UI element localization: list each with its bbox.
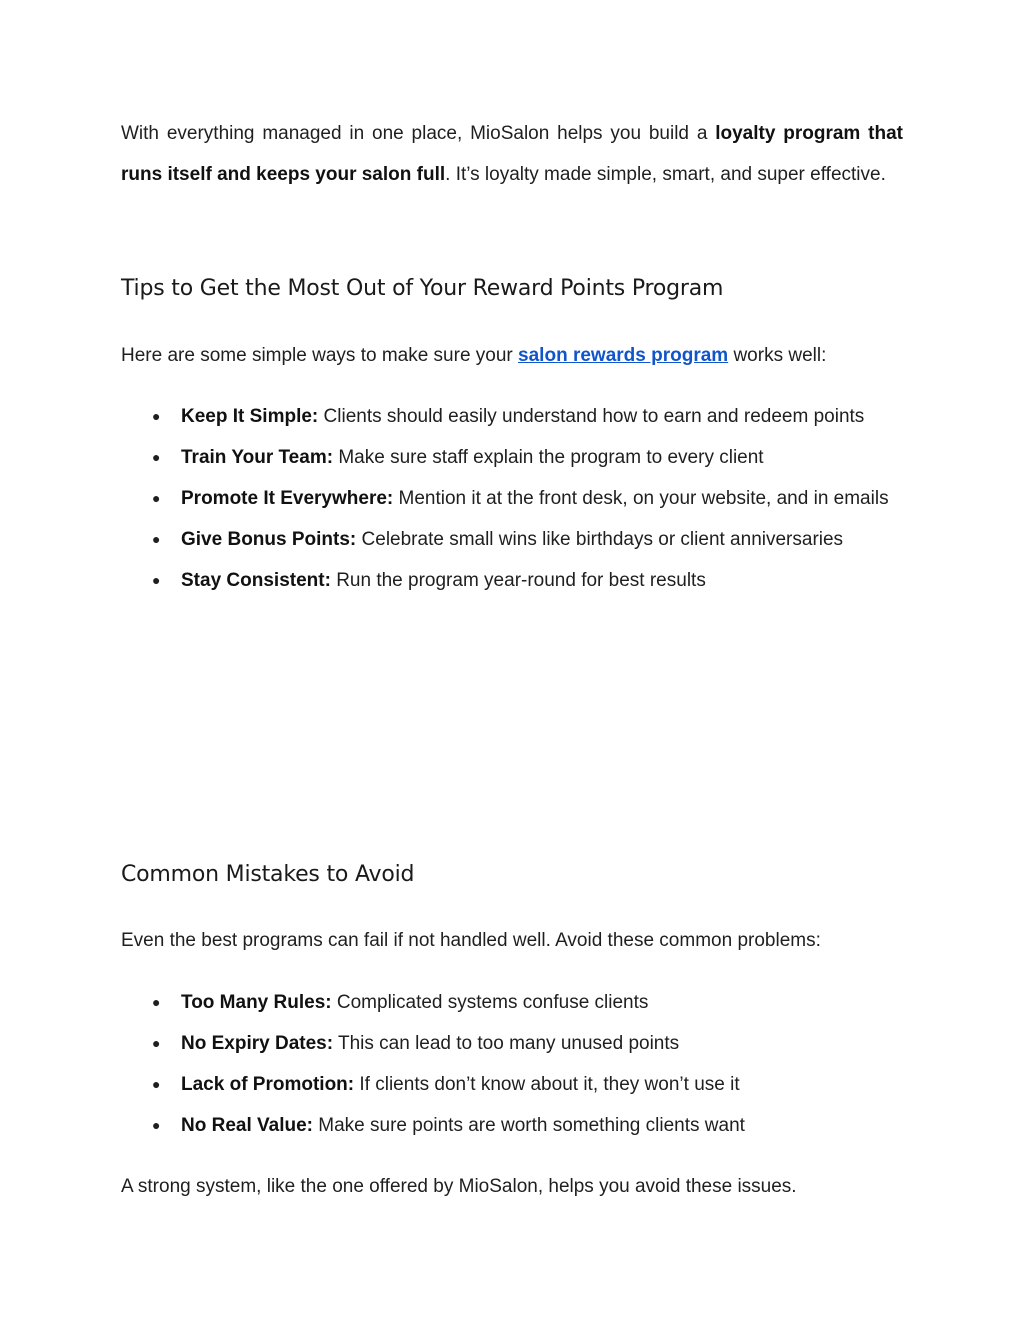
list-item-text: Make sure points are worth something clients want <box>313 1115 745 1136</box>
tips-heading: Tips to Get the Most Out of Your Reward Points Program <box>121 276 724 301</box>
bullet-icon: ● <box>152 572 161 588</box>
list-item <box>121 437 903 478</box>
mistakes-lead-paragraph <box>121 920 903 961</box>
list-item-label: Give Bonus Points: <box>181 529 357 550</box>
list-item-text: If clients don’t know about it, they won’t use it <box>354 1074 740 1095</box>
closing-text: A strong system, like the one offered by MioSalon, helps you avoid these issues. <box>121 1176 797 1197</box>
intro-text-after: . It’s loyalty made simple, smart, and super effective. <box>445 164 886 185</box>
intro-bold-phrase: loyalty program that runs itself and keeps your salon full <box>121 123 903 185</box>
tips-lead-paragraph <box>121 335 903 376</box>
bullet-icon: ● <box>152 1035 161 1051</box>
list-item-label: Train Your Team: <box>181 447 334 468</box>
list-item <box>121 1105 903 1146</box>
list-item <box>121 1064 903 1105</box>
intro-paragraph <box>121 113 903 195</box>
bullet-icon: ● <box>152 408 161 424</box>
list-item-label: No Expiry Dates: <box>181 1033 334 1054</box>
list-item <box>121 982 903 1023</box>
list-item-text: Mention it at the front desk, on your website, and in emails <box>393 488 889 509</box>
list-item-text: This can lead to too many unused points <box>333 1033 680 1054</box>
bullet-icon: ● <box>152 994 161 1010</box>
closing-paragraph <box>121 1166 903 1207</box>
bullet-icon: ● <box>152 449 161 465</box>
list-item-text: Run the program year-round for best results <box>330 570 706 591</box>
list-item-label: Stay Consistent: <box>181 570 331 591</box>
list-item-label: Too Many Rules: <box>181 992 332 1013</box>
list-item-label: Promote It Everywhere: <box>181 488 394 509</box>
salon-rewards-program-link[interactable]: salon rewards program <box>518 345 729 366</box>
list-item-label: No Real Value: <box>181 1115 313 1136</box>
intro-text-before: With everything managed in one place, MioSalon helps you build a <box>121 123 716 144</box>
tips-list <box>121 396 903 601</box>
list-item-text: Clients should easily understand how to earn and redeem points <box>318 406 865 427</box>
list-item <box>121 1023 903 1064</box>
list-item-text: Celebrate small wins like birthdays or client anniversaries <box>356 529 844 550</box>
mistakes-heading: Common Mistakes to Avoid <box>121 862 415 887</box>
mistakes-list <box>121 982 903 1146</box>
list-item <box>121 560 903 601</box>
list-item-label: Keep It Simple: <box>181 406 319 427</box>
bullet-icon: ● <box>152 531 161 547</box>
list-item-label: Lack of Promotion: <box>181 1074 355 1095</box>
mistakes-lead-text: Even the best programs can fail if not handled well. Avoid these common problems: <box>121 930 821 951</box>
tips-lead-before: Here are some simple ways to make sure your <box>121 345 519 366</box>
bullet-icon: ● <box>152 490 161 506</box>
list-item <box>121 396 903 437</box>
list-item <box>121 478 903 519</box>
bullet-icon: ● <box>152 1076 161 1092</box>
list-item-text: Make sure staff explain the program to every client <box>333 447 764 468</box>
list-item-text: Complicated systems confuse clients <box>331 992 649 1013</box>
tips-lead-after: works well: <box>728 345 827 366</box>
list-item <box>121 519 903 560</box>
bullet-icon: ● <box>152 1117 161 1133</box>
